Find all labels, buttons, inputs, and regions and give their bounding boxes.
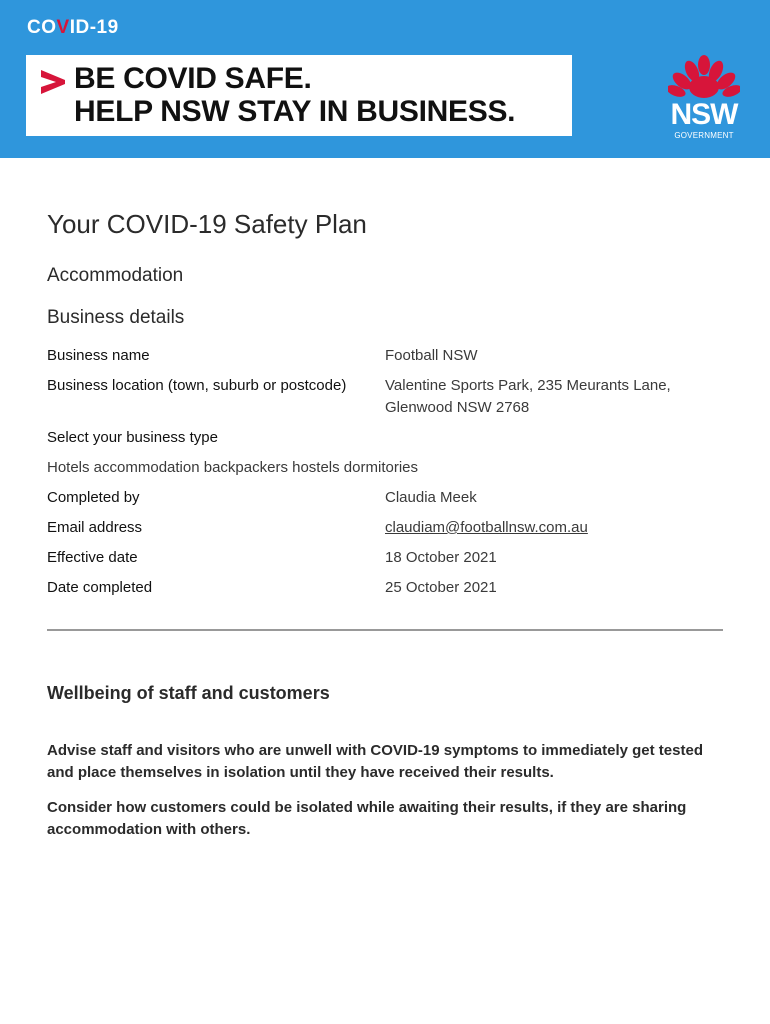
email-address-label: Email address (47, 519, 143, 536)
header-banner (0, 0, 770, 158)
chevron-right-icon (39, 68, 67, 96)
covid-19-tag (27, 17, 119, 39)
business-type-label: Select your business type (47, 429, 218, 446)
slogan-line-1: BE COVID SAFE. (74, 62, 312, 95)
page-title: Your COVID-19 Safety Plan (47, 209, 367, 239)
nsw-government-logo (662, 55, 746, 145)
effective-date-label: Effective date (47, 549, 138, 566)
date-completed-value: 25 October 2021 (385, 579, 497, 596)
effective-date-value: 18 October 2021 (385, 549, 497, 566)
completed-by-label: Completed by (47, 489, 140, 506)
business-location-value: Valentine Sports Park, 235 Meurants Lane, Glenwood NSW 2768 (385, 377, 671, 416)
completed-by-value: Claudia Meek (385, 489, 477, 506)
waratah-icon (668, 55, 740, 103)
wellbeing-heading: Wellbeing of staff and customers (47, 683, 330, 703)
business-type-value: Hotels accommodation backpackers hostels dormitories (47, 459, 418, 476)
business-name-label: Business name (47, 347, 150, 364)
email-address-value (385, 517, 725, 539)
business-location-label: Business location (town, suburb or postcode) (47, 377, 347, 394)
slogan-box (26, 55, 572, 136)
email-link[interactable]: claudiam@footballnsw.com.au (385, 519, 588, 536)
wellbeing-paragraph-1: Advise staff and visitors who are unwell with COVID-19 symptoms to immediately get tested and place themselves in isolation until they have received their results. (47, 742, 703, 781)
nsw-wordmark: NSW (670, 98, 738, 131)
business-details-heading: Business details (47, 307, 185, 328)
slogan-line-2: HELP NSW STAY IN BUSINESS. (74, 95, 516, 128)
business-name-value: Football NSW (385, 347, 478, 364)
government-wordmark: GOVERNMENT (674, 131, 734, 140)
plan-category: Accommodation (47, 265, 184, 286)
covid-tag-suffix: ID-19 (69, 17, 119, 38)
date-completed-label: Date completed (47, 579, 153, 596)
section-divider (47, 629, 723, 631)
covid-tag-accent: V (56, 17, 70, 38)
covid-tag-prefix: CO (27, 17, 57, 38)
wellbeing-paragraph-2: Consider how customers could be isolated while awaiting their results, if they are sharing accommodation with others. (47, 799, 687, 838)
